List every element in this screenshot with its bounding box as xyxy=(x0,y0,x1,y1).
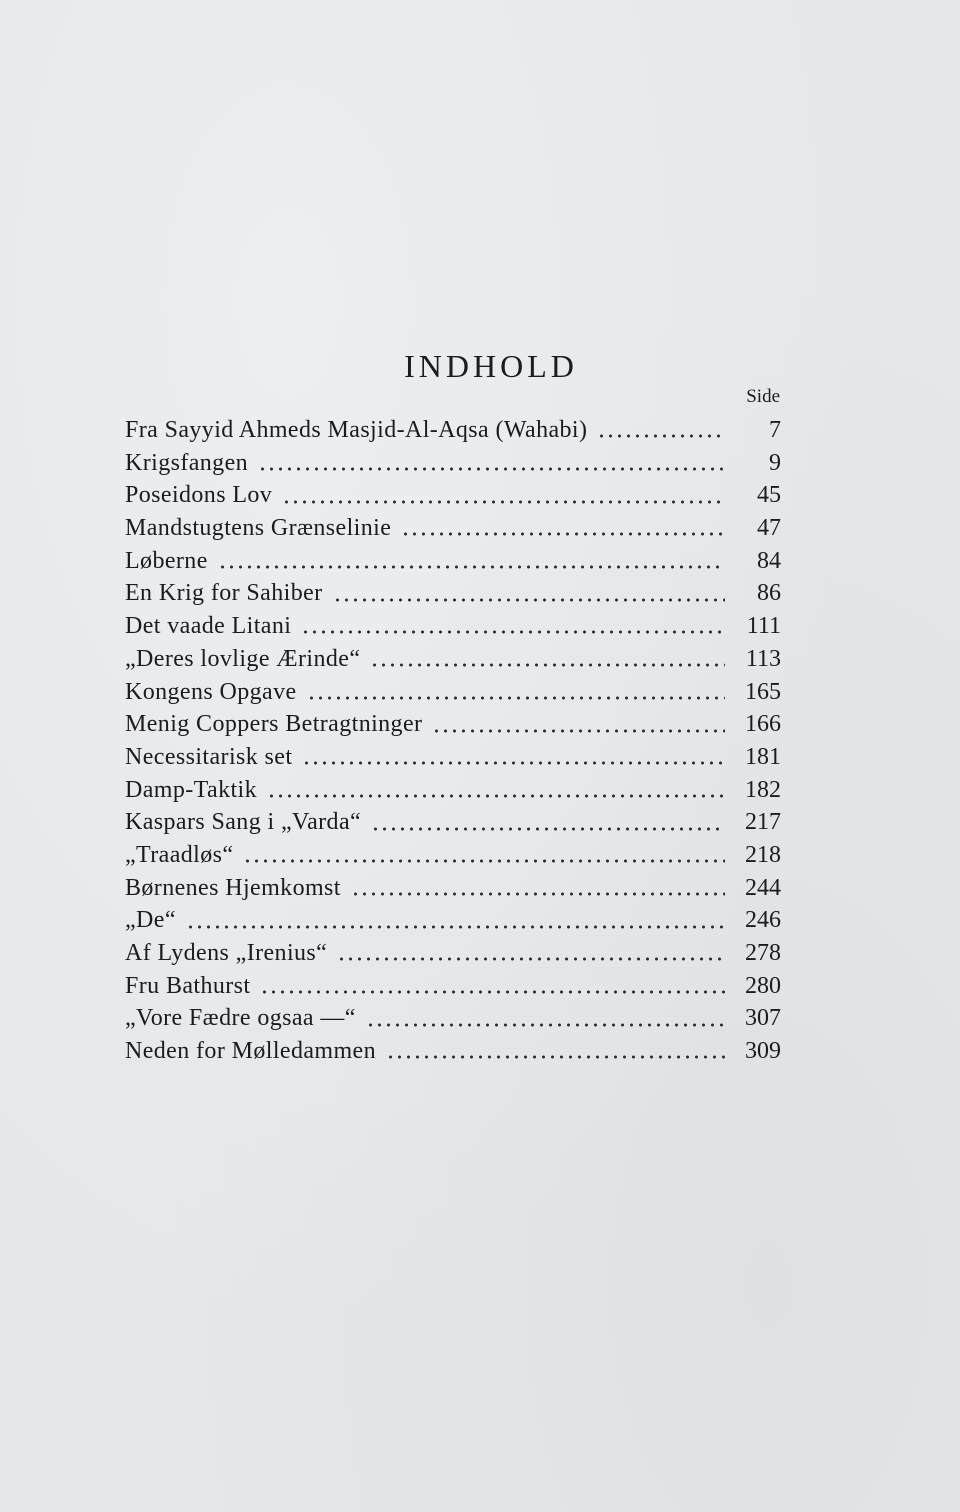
toc-entry-page: 165 xyxy=(745,678,781,705)
toc-entry-page: 217 xyxy=(745,809,781,836)
toc-entry xyxy=(125,708,781,741)
dot-leader xyxy=(597,418,725,442)
toc-entry xyxy=(125,937,781,970)
toc-entry-title: Poseidons Lov xyxy=(125,482,273,509)
toc-entry xyxy=(125,545,781,578)
toc-entry xyxy=(125,479,781,512)
toc-entry-page: 307 xyxy=(745,1005,781,1032)
toc-entry-page: 84 xyxy=(757,547,781,574)
dot-leader xyxy=(371,811,725,835)
toc-entry-page: 218 xyxy=(745,841,781,868)
toc-entry-page: 7 xyxy=(769,417,781,443)
toc-entry-title: „Traadløs“ xyxy=(125,841,234,868)
toc-entry xyxy=(125,839,781,872)
dot-leader xyxy=(366,1007,725,1031)
toc-entry-title: Det vaade Litani xyxy=(125,613,292,640)
dot-leader xyxy=(260,974,725,998)
dot-leader xyxy=(333,582,725,606)
toc-entry xyxy=(125,741,781,774)
dot-leader xyxy=(258,451,725,475)
dot-leader xyxy=(301,614,725,638)
dot-leader xyxy=(370,647,725,671)
toc-entry-title: Børnenes Hjemkomst xyxy=(125,874,341,901)
toc-entry-page: 9 xyxy=(769,449,781,476)
dot-leader xyxy=(186,909,725,933)
toc-entry-page: 309 xyxy=(745,1038,781,1065)
toc-entry-title: „Vore Fædre ogsaa —“ xyxy=(125,1005,356,1032)
dot-leader xyxy=(302,745,725,769)
toc-entry-title: Fru Bathurst xyxy=(125,972,251,999)
toc-entry-page: 280 xyxy=(745,972,781,999)
toc-entry-title: „De“ xyxy=(125,907,176,934)
toc-entry-title: Necessitarisk set xyxy=(125,743,293,770)
toc-entry xyxy=(125,643,781,676)
toc-entry-page: 246 xyxy=(745,907,781,934)
toc-entry-title: „Deres lovlige Ærinde“ xyxy=(125,645,361,672)
dot-leader xyxy=(351,876,725,900)
dot-leader xyxy=(243,843,725,867)
toc-entry-title: En Krig for Sahiber xyxy=(125,580,323,607)
dot-leader xyxy=(432,713,725,737)
toc-entry xyxy=(125,414,781,447)
toc-entry-title: Fra Sayyid Ahmeds Masjid-Al-Aqsa (Wahabi) xyxy=(125,417,588,443)
toc-entry-title: Mandstugtens Grænselinie xyxy=(125,515,392,542)
toc-entry-page: 113 xyxy=(745,645,781,672)
toc-entry-page: 47 xyxy=(757,515,781,542)
toc-entry xyxy=(125,447,781,480)
toc-entry-title: Kongens Opgave xyxy=(125,678,297,705)
toc-entry-title: Krigsfangen xyxy=(125,449,249,476)
dot-leader xyxy=(337,941,725,965)
page-column-label: Side xyxy=(746,386,780,407)
toc-entry xyxy=(125,872,781,905)
toc-entry-title: Løberne xyxy=(125,547,208,574)
toc-entry xyxy=(125,904,781,937)
toc-entry-title: Kaspars Sang i „Varda“ xyxy=(125,809,362,836)
toc-entry-page: 244 xyxy=(745,874,781,901)
dot-leader xyxy=(218,549,725,573)
toc-entry-title: Damp-Taktik xyxy=(125,776,258,803)
dot-leader xyxy=(282,484,725,508)
dot-leader xyxy=(267,778,725,802)
toc-entry xyxy=(125,1002,781,1035)
table-of-contents xyxy=(125,414,781,1068)
toc-entry-page: 182 xyxy=(745,776,781,803)
toc-entry-page: 166 xyxy=(745,711,781,738)
toc-entry-page: 86 xyxy=(757,580,781,607)
toc-entry xyxy=(125,512,781,545)
dot-leader xyxy=(386,1039,725,1063)
page-title: INDHOLD xyxy=(404,348,578,384)
toc-entry-page: 278 xyxy=(745,940,781,966)
toc-entry-page: 111 xyxy=(746,613,781,640)
toc-entry-page: 45 xyxy=(757,482,781,509)
toc-entry xyxy=(125,610,781,643)
toc-entry-title: Neden for Mølledammen xyxy=(125,1038,376,1065)
toc-entry xyxy=(125,806,781,839)
toc-entry xyxy=(125,577,781,610)
toc-entry-page: 181 xyxy=(745,743,781,770)
dot-leader xyxy=(307,680,725,704)
toc-entry xyxy=(125,1035,781,1068)
toc-entry-title: Af Lydens „Irenius“ xyxy=(125,940,328,966)
toc-entry xyxy=(125,970,781,1003)
toc-entry-title: Menig Coppers Betragtninger xyxy=(125,711,423,738)
toc-entry xyxy=(125,676,781,709)
dot-leader xyxy=(401,516,725,540)
toc-entry xyxy=(125,774,781,807)
